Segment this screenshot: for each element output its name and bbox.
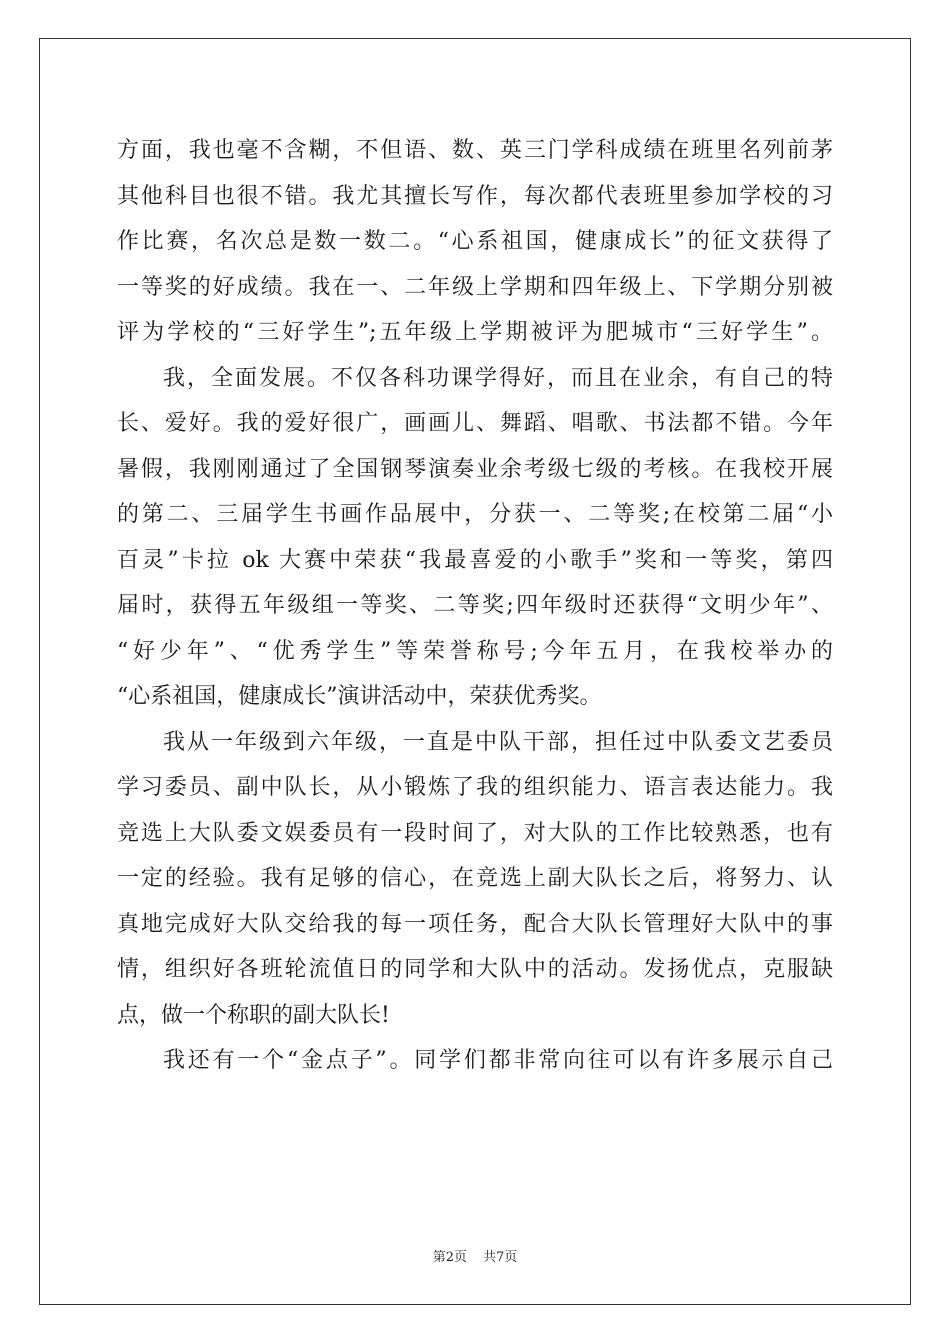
- text-line: 百灵”卡拉 ok 大赛中荣获“我最喜爱的小歌手”奖和一等奖，第四: [117, 547, 833, 573]
- text-line: 我，全面发展。不仅各科功课学得好，而且在业余，有自己的特: [163, 365, 833, 391]
- page-number: 第2页: [432, 1250, 467, 1265]
- text-line: “好少年”、“优秀学生”等荣誉称号;今年五月，在我校举办的: [117, 638, 833, 664]
- text-line: 真地完成好大队交给我的每一项任务，配合大队长管理好大队中的事: [117, 911, 833, 937]
- text-line: 学习委员、副中队长，从小锻炼了我的组织能力、语言表达能力。我: [117, 775, 833, 800]
- text-line: “心系祖国，健康成长”演讲活动中，荣获优秀奖。: [117, 684, 602, 709]
- page-total: 共7页: [483, 1250, 518, 1265]
- text-line: 的第二、三届学生书画作品展中，分获一、二等奖;在校第二届“小: [117, 502, 833, 527]
- text-line: 方面，我也毫不含糊，不但语、数、英三门学科成绩在班里名列前茅: [117, 138, 833, 163]
- text-line: 届时，获得五年级组一等奖、二等奖;四年级时还获得“文明少年”、: [117, 593, 833, 618]
- text-line: 情，组织好各班轮流值日的同学和大队中的活动。发扬优点，克服缺: [117, 957, 833, 982]
- text-line: 一等奖的好成绩。我在一、二年级上学期和四年级上、下学期分别被: [117, 274, 833, 300]
- text-line: 我从一年级到六年级，一直是中队干部，担任过中队委文艺委员: [163, 729, 833, 755]
- text-line: 暑假，我刚刚通过了全国钢琴演奏业余考级七级的考核。在我校开展: [117, 456, 833, 482]
- document-body: [117, 128, 833, 1084]
- text-line: 其他科目也很不错。我尤其擅长写作，每次都代表班里参加学校的习: [117, 183, 833, 209]
- text-line: 长、爱好。我的爱好很广，画画儿、舞蹈、唱歌、书法都不错。今年: [117, 411, 833, 436]
- text-line: 竞选上大队委文娱委员有一段时间了，对大队的工作比较熟悉，也有: [117, 820, 833, 846]
- text-line: 点，做一个称职的副大队长!: [117, 1002, 390, 1028]
- text-line: 我还有一个“金点子”。同学们都非常向往可以有许多展示自己: [163, 1048, 833, 1073]
- text-line: 作比赛，名次总是数一数二。“心系祖国，健康成长”的征文获得了: [117, 229, 833, 254]
- page-footer: [0, 1246, 950, 1265]
- text-line: 一定的经验。我有足够的信心，在竞选上副大队长之后，将努力、认: [117, 866, 833, 891]
- text-line: 评为学校的“三好学生”;五年级上学期被评为肥城市“三好学生”。: [117, 320, 833, 345]
